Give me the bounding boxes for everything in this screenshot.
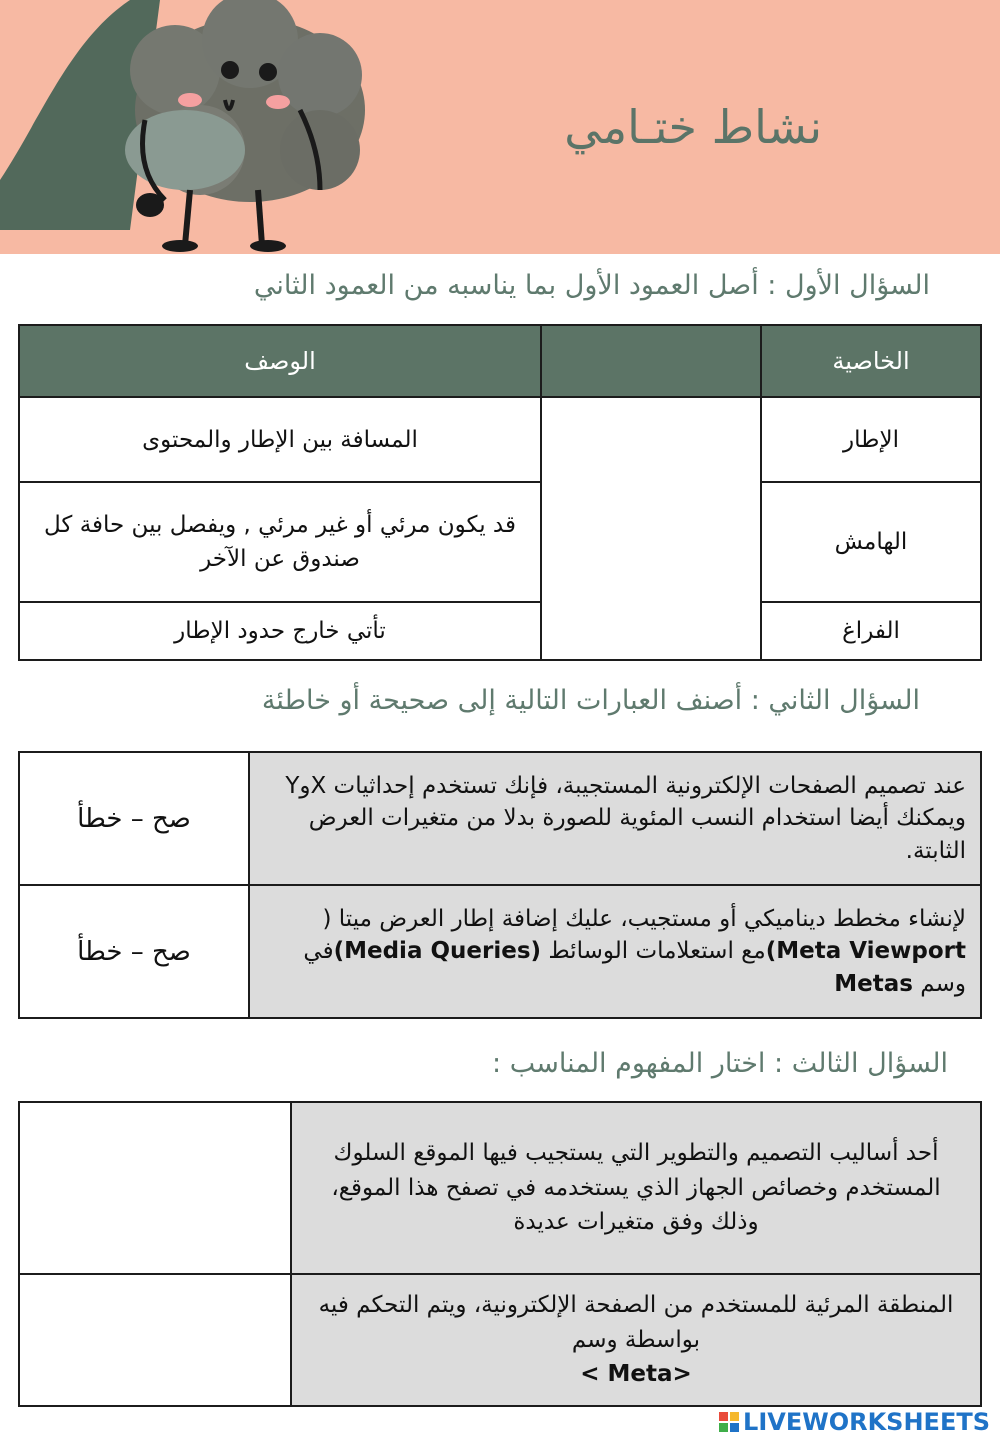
statement-text-a: لإنشاء مخطط ديناميكي أو مستجيب، عليك إضافة إطار العرض ميتا ( <box>322 905 966 932</box>
statement-text-c: في وسم <box>303 938 966 997</box>
matching-table <box>18 324 982 661</box>
property-cell: الفراغ <box>761 602 981 660</box>
header-middle <box>541 325 761 397</box>
brand-name: LIVEWORKSHEETS <box>743 1408 990 1436</box>
question-3-title: السؤال الثالث : اختار المفهوم المناسب : <box>492 1048 948 1079</box>
header-banner <box>0 0 1000 254</box>
description-cell: قد يكون مرئي أو غير مرئي , ويفصل بين حافة كل صندوق عن الآخر <box>19 482 541 602</box>
meta-tag-term: < Meta> <box>580 1361 692 1388</box>
true-false-choice[interactable]: صح – خطأ <box>19 752 249 885</box>
metas-term: Metas <box>834 970 913 997</box>
property-cell: الإطار <box>761 397 981 482</box>
definition-cell: أحد أساليب التصميم والتطوير التي يستجيب فيها الموقع السلوك المستخدم وخصائص الجهاز الذي يستخدمه في تصفح هذا الموقع، وذلك وفق متغيرات عديدة <box>291 1102 981 1274</box>
liveworksheets-branding <box>719 1408 990 1436</box>
definition-text: المنطقة المرئية للمستخدم من الصفحة الإلكترونية، ويتم التحكم فيه بواسطة وسم <box>318 1291 954 1353</box>
meta-viewport-term: (Meta Viewport <box>765 938 966 965</box>
definition-cell <box>291 1274 981 1406</box>
concept-answer-field[interactable] <box>19 1102 291 1274</box>
statement-cell: عند تصميم الصفحات الإلكترونية المستجيبة، فإنك تستخدم إحداثيات XوY ويمكنك أيضا استخدام النسب المئوية للصورة بدلا من متغيرات العرض الثابتة. <box>249 752 981 885</box>
question-2-title: السؤال الثاني : أصنف العبارات التالية إلى صحيحة أو خاطئة <box>261 685 920 716</box>
header-property: الخاصية <box>761 325 981 397</box>
brain-mascot-illustration <box>0 0 420 254</box>
page-title: نشاط ختـامي <box>564 100 822 154</box>
statement-cell <box>249 885 981 1018</box>
true-false-table <box>18 751 982 1019</box>
liveworksheets-logo-icon <box>719 1412 739 1432</box>
property-cell: الهامش <box>761 482 981 602</box>
matching-answer-area[interactable] <box>541 397 761 660</box>
concept-answer-field[interactable] <box>19 1274 291 1406</box>
description-cell: المسافة بين الإطار والمحتوى <box>19 397 541 482</box>
true-false-choice[interactable]: صح – خطأ <box>19 885 249 1018</box>
header-description: الوصف <box>19 325 541 397</box>
statement-text-b: مع استعلامات الوسائط <box>541 938 766 965</box>
concept-table <box>18 1101 982 1407</box>
media-queries-term: (Media Queries) <box>333 938 542 965</box>
description-cell: تأتي خارج حدود الإطار <box>19 602 541 660</box>
question-1-title: السؤال الأول : أصل العمود الأول بما يناسبه من العمود الثاني <box>253 270 930 301</box>
